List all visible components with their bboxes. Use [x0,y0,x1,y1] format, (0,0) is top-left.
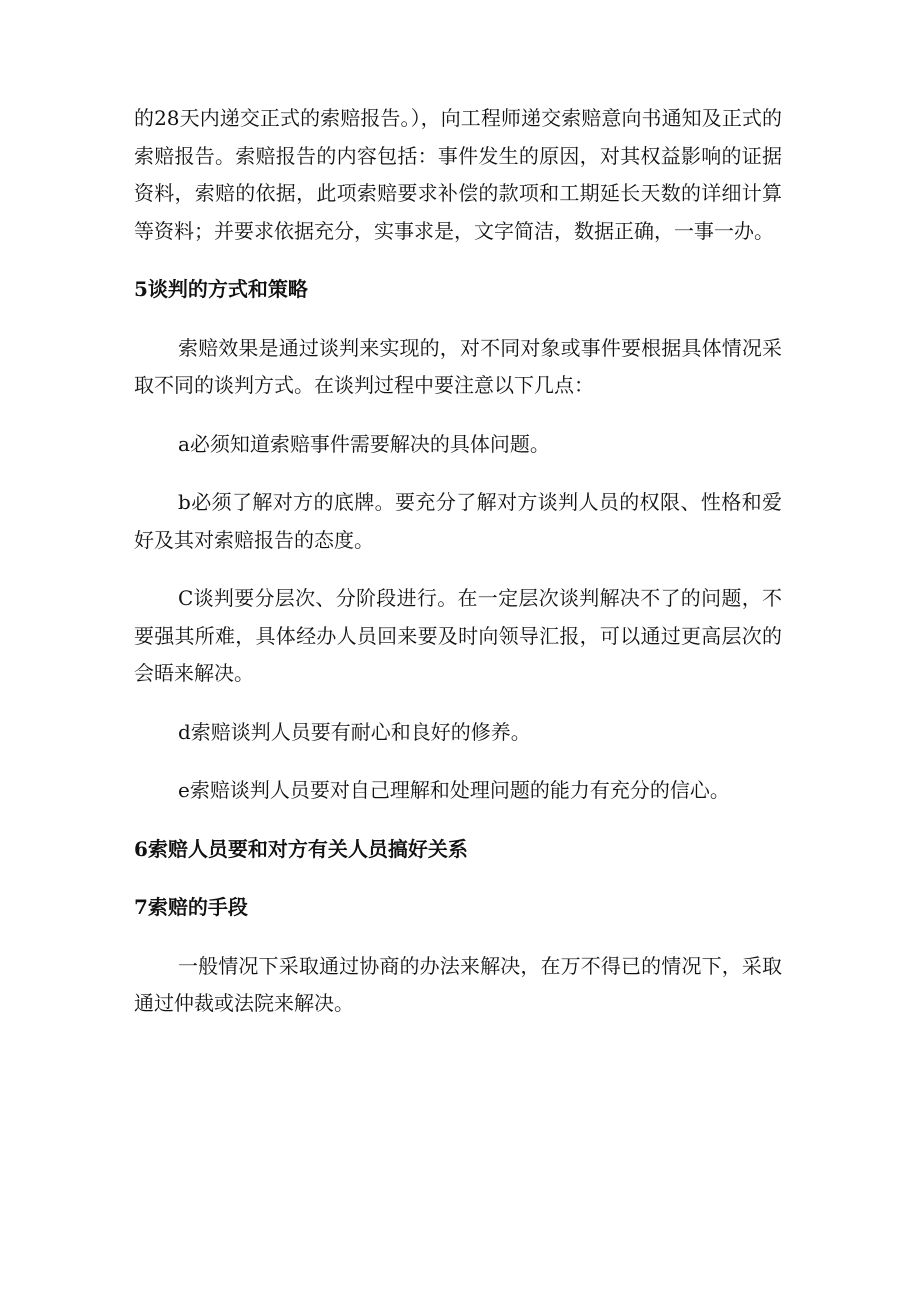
paragraph-negotiation-intro: 索赔效果是通过谈判来实现的，对不同对象或事件要根据具体情况采取不同的谈判方式。在谈判过程中要注意以下几点： [134,335,782,397]
list-item-d: d索赔谈判人员要有耐心和良好的修养。 [178,719,531,744]
paragraph-claim-report-continuation: 的28天内递交正式的索赔报告。），向工程师递交索赔意向书通知及正式的索赔报告。索赔报告的内容包括：事件发生的原因，对其权益影响的证据资料，索赔的依据，此项索赔要求补偿的款项和工期延长天数的详细计算等资料；并要求依据充分，实事求是，文字简洁，数据正确，一事一办。 [134,106,782,243]
list-item-c: C谈判要分层次、分阶段进行。在一定层次谈判解决不了的问题，不要强其所难，具体经办人员回来要及时向领导汇报，可以通过更高层次的会晤来解决。 [134,586,782,685]
section-heading-claim-means: 7索赔的手段 [134,895,248,919]
list-item-e: e索赔谈判人员要对自己理解和处理问题的能力有充分的信心。 [178,778,730,802]
document-body [134,100,782,1023]
section-heading-negotiation: 5谈判的方式和策略 [134,277,308,301]
list-item-b: b必须了解对方的底牌。要充分了解对方谈判人员的权限、性格和爱好及其对索赔报告的态度。 [134,490,782,552]
paragraph-claim-means: 一般情况下采取通过协商的办法来解决，在万不得已的情况下，采取通过仲裁或法院来解决。 [134,953,782,1015]
section-heading-relations: 6索赔人员要和对方有关人员搞好关系 [134,836,468,861]
list-item-a: a必须知道索赔事件需要解决的具体问题。 [178,431,550,456]
